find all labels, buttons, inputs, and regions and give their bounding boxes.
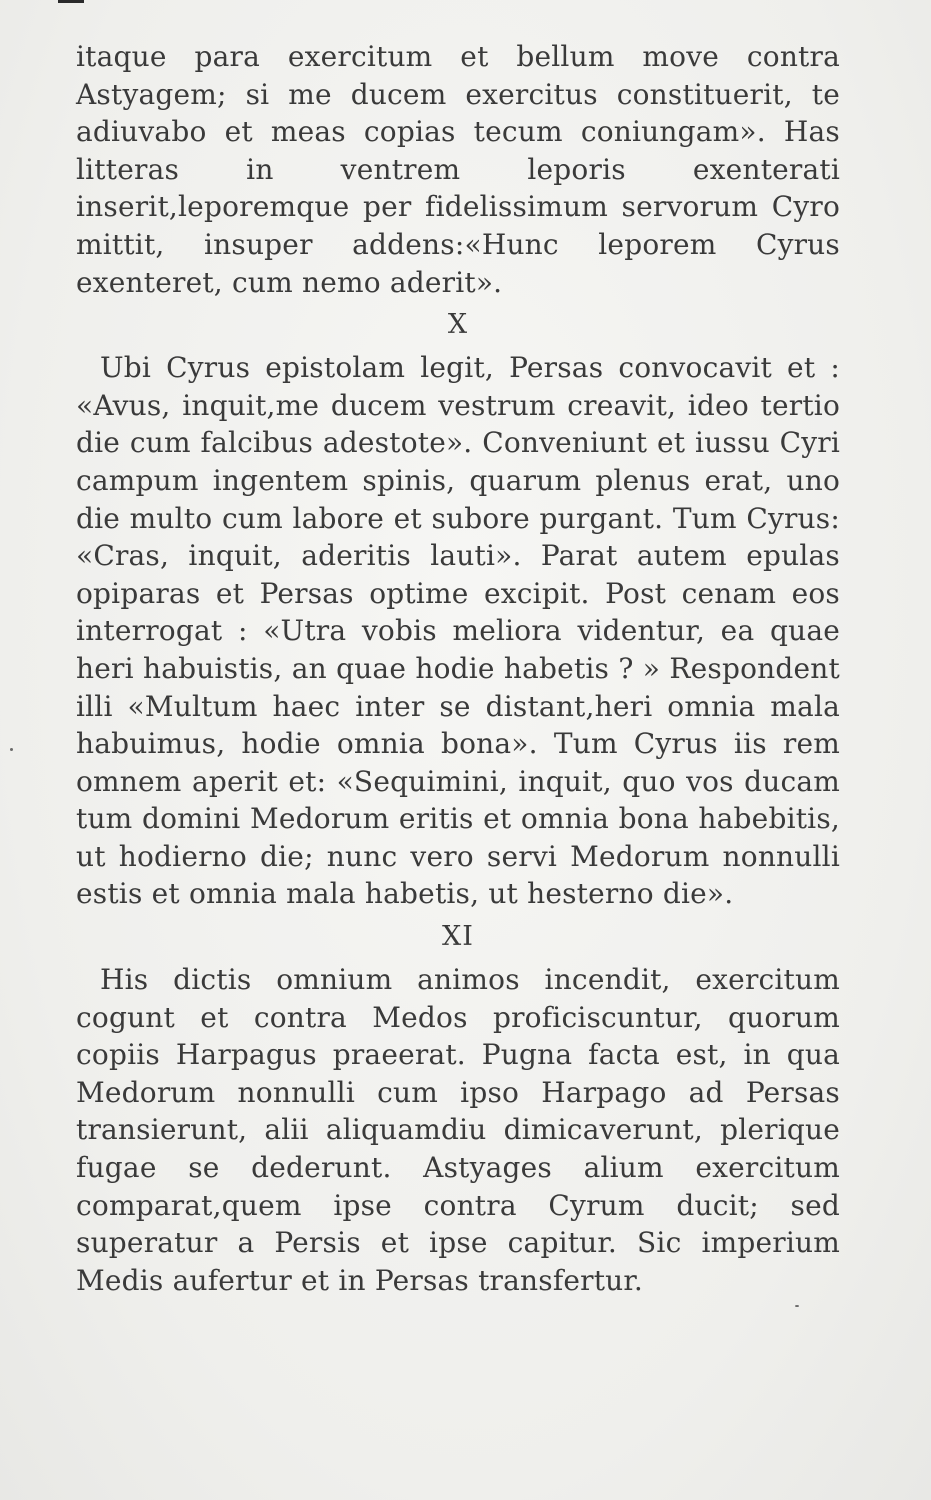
page-text: [76, 38, 840, 1299]
page-edge-mark: [58, 0, 84, 3]
paragraph-section-xi: His dictis omnium animos incendit, exercitum cogunt et contra Medos proficiscuntur, quorum copiis Harpagus praeerat. Pugna facta est, in qua Medorum nonnulli cum ipso Harpago ad Persas transierunt, alii aliquamdiu dimicaverunt, plerique fugae se dederunt. Astyages alium exercitum comparat,quem ipse contra Cyrum ducit; sed superatur a Persis et ipse capitur. Sic imperium Medis aufertur et in Persas transfertur.: [76, 963, 840, 1297]
section-heading-xi: XI: [442, 921, 474, 953]
paragraph-section-x: Ubi Cyrus epistolam legit, Persas convocavit et : «Avus, inquit,me ducem vestrum creavit, ideo tertio die cum falcibus adestote». Conveniunt et iussu Cyri campum ingentem spinis, quarum plenus erat, uno die multo cum labore et subore purgant. Tum Cyrus: «Cras, inquit, aderitis lauti». Parat autem epulas opiparas et Persas optime excipit. Post cenam eos interrogat : «Utra vobis meliora videntur, ea quae heri habuistis, an quae hodie habetis ? » Respondent illi «Multum haec inter se distant,heri omnia mala habuimus, hodie omnia bona». Tum Cyrus iis rem omnem aperit et: «Sequimini, inquit, quo vos ducam tum domini Medorum eritis et omnia bona habebitis, ut hodierno die; nunc vero servi Medorum nonnulli estis et omnia mala habetis, ut hesterno die».: [76, 351, 840, 911]
paper-speck: [10, 748, 13, 751]
section-heading-x: X: [447, 309, 469, 341]
paragraph-opening: itaque para exercitum et bellum move contra Astyagem; si me ducem exercitus constituerit, te adiuvabo et meas copias tecum coniungam». Has litteras in ventrem leporis exenterati inserit,leporemque per fidelissimum servorum Cyro mittit, insuper addens:«Hunc leporem Cyrus exenteret, cum nemo aderit».: [76, 40, 840, 299]
paper-speck: [795, 1305, 799, 1307]
